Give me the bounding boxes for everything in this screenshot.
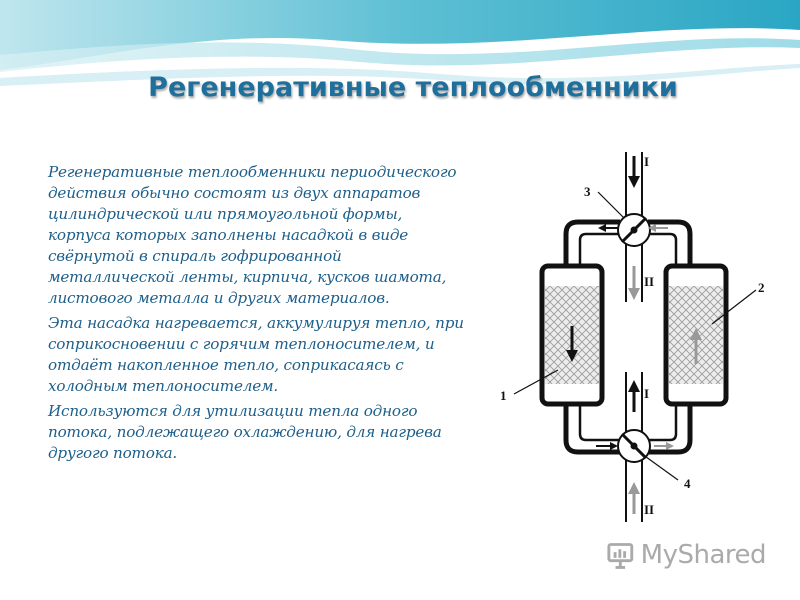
paragraph-usage: Используются для утилизации тепла одного потока, подлежащего охлаждению, для нагрева другого потока. <box>48 402 442 462</box>
label-number-1: 1 <box>500 388 507 403</box>
presentation-board-icon <box>606 540 635 570</box>
watermark-logo <box>606 535 766 575</box>
paragraph-description: Регенеративные теплообменники периодического действия обычно состоят из двух аппаратов цилиндрической или прямоугольной формы, корпуса которых заполнены насадкой в виде свёрнутой в спираль гофрированной металлической ленты, кирпича, кусков шамота, листового металла и других материалов. <box>48 163 457 307</box>
regenerator-vessel-right <box>666 266 726 404</box>
valve-bottom <box>596 430 674 462</box>
watermark-text: MyShared <box>640 540 766 570</box>
slide-body <box>48 162 466 468</box>
label-flow-bottom-I: I <box>644 386 650 401</box>
header-wave-decoration <box>0 0 800 130</box>
label-number-3: 3 <box>584 184 591 199</box>
paragraph-operation: Эта насадка нагревается, аккумулируя тепло, при соприкосновении с горячим теплоносителем, и отдаёт накопленное тепло, соприкасаясь с холодным теплоносителем. <box>48 314 464 395</box>
label-number-4: 4 <box>684 476 691 491</box>
label-number-2: 2 <box>758 280 765 295</box>
label-flow-top-I: I <box>644 154 650 169</box>
valve-top <box>598 214 668 246</box>
regenerator-vessel-left <box>542 266 602 404</box>
slide-title: Регенеративные теплообменники <box>148 72 678 103</box>
regenerator-diagram <box>478 142 778 532</box>
label-flow-top-II: II <box>644 274 655 289</box>
label-flow-bottom-II: II <box>644 502 655 517</box>
